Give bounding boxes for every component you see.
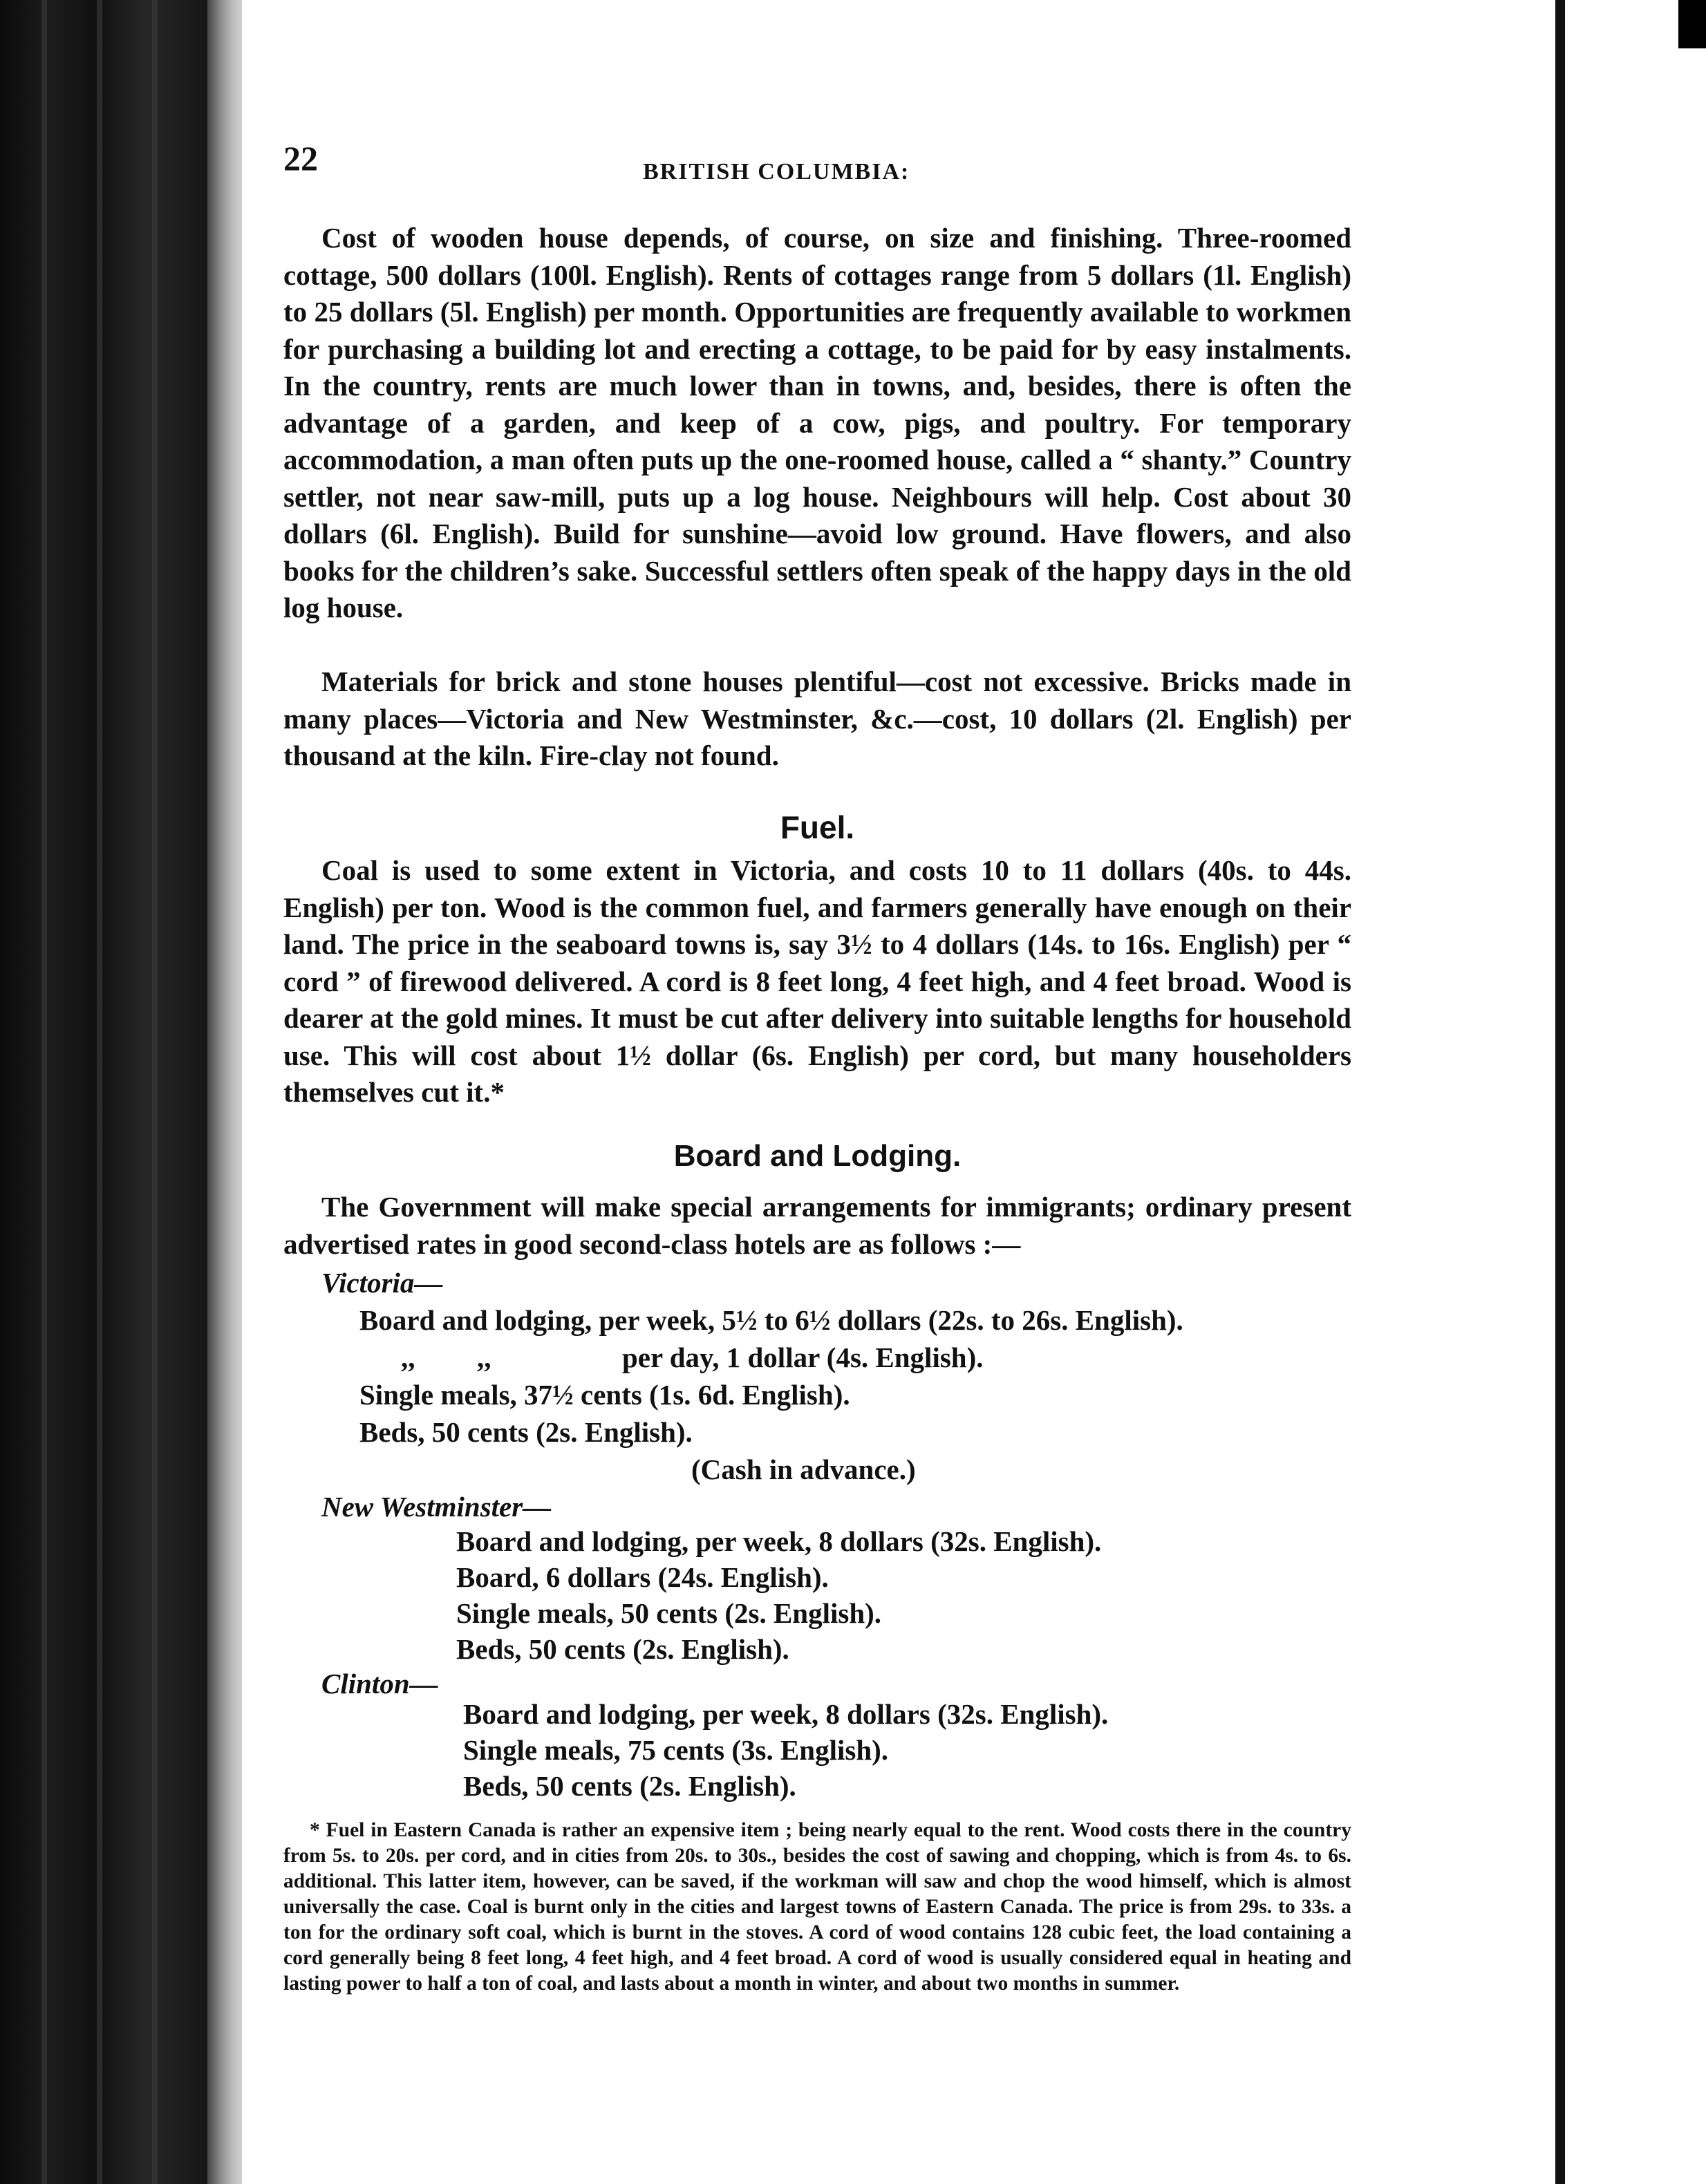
page-number: 22 bbox=[283, 139, 318, 178]
ditto-mark: ,, bbox=[401, 1342, 415, 1373]
paragraph-materials: Materials for brick and stone houses plentiful—cost not excessive. Bricks made in many places—Victoria and New Westminster, &c.—cost, 10 dollars (2l. English) per thousand at the kiln. Fire-clay not found. bbox=[283, 666, 1351, 771]
rate-line: Board and lodging, per week, 8 dollars (32s. English). bbox=[463, 1698, 1109, 1730]
place-heading-new-westminster: New Westminster— bbox=[321, 1491, 552, 1523]
footnote: * Fuel in Eastern Canada is rather an expensive item ; being nearly equal to the rent. Wood costs there in the country from 5s. to 20s. per cord, and in cities from 20s. to 30s., besides the cost of sawing and chopping, which is from 4s. to 6s. additional. This latter item, however, can be saved, if the workman will saw and chop the wood himself, which is almost universally the case. Coal is burnt only in the cities and largest towns of Eastern Canada. The price is from 29s. to 33s. a ton for the ordinary soft coal, which is burnt in the stoves. A cord of wood contains 128 cubic feet, the load containing a cord generally being 8 feet long, 4 feet high, and 4 feet broad. A cord of wood is usually considered equal in heating and lasting power to half a ton of coal, and lasts about a month in winter, and about two months in summer. bbox=[283, 1819, 1351, 1995]
paragraph-board: The Government will make special arrangements for immigrants; ordinary present advertised rates in good second-class hotels are as follows :— bbox=[283, 1191, 1351, 1260]
book-spine bbox=[0, 0, 242, 2184]
rate-line: Beds, 50 cents (2s. English). bbox=[456, 1633, 789, 1665]
rate-line: Single meals, 37½ cents (1s. 6d. English). bbox=[359, 1379, 850, 1411]
paragraph-fuel: Coal is used to some extent in Victoria, and costs 10 to 11 dollars (40s. to 44s. English) per ton. Wood is the common fuel, and farmers generally have enough on their land. The price in the seaboard towns is, say 3½ to 4 dollars (14s. to 16s. English) per “ cord ” of firewood delivered. A cord is 8 feet long, 4 feet high, and 4 feet broad. Wood is dearer at the gold mines. It must be cut after delivery into suitable lengths for household use. This will cost about 1½ dollar (6s. English) per cord, but many householders themselves cut it.* bbox=[283, 854, 1351, 1108]
place-heading-clinton: Clinton— bbox=[321, 1668, 438, 1700]
rate-line: Beds, 50 cents (2s. English). bbox=[463, 1770, 796, 1802]
running-title: BRITISH COLUMBIA: bbox=[643, 159, 910, 185]
rate-line: per day, 1 dollar (4s. English). bbox=[622, 1342, 984, 1373]
spine-ridge bbox=[97, 0, 102, 2184]
rate-line: Single meals, 75 cents (3s. English). bbox=[463, 1734, 889, 1766]
place-heading-victoria: Victoria— bbox=[321, 1267, 443, 1299]
ditto-mark: ,, bbox=[477, 1342, 491, 1373]
rate-line: Beds, 50 cents (2s. English). bbox=[359, 1416, 693, 1448]
corner-shadow bbox=[1678, 0, 1706, 48]
rate-line: Single meals, 50 cents (2s. English). bbox=[456, 1597, 882, 1629]
section-heading-fuel: Fuel. bbox=[780, 809, 855, 845]
spine-ridge bbox=[41, 0, 47, 2184]
spine-ridge bbox=[152, 0, 158, 2184]
facing-page-edge bbox=[1555, 0, 1706, 2184]
paragraph-housing: Cost of wooden house depends, of course, on size and finishing. Three-roomed cottage, 500 dollars (100l. English). Rents of cottages range from 5 dollars (1l. English) to 25 dollars (5l. English) per month. Opportunities are frequently available to workmen for purchasing a building lot and erecting a cottage, to be paid for by easy instalments. In the country, rents are much lower than in towns, and, besides, there is often the advantage of a garden, and keep of a cow, pigs, and poultry. For temporary accommodation, a man often puts up the one-roomed house, called a “ shanty.” Country settler, not near saw-mill, puts up a log house. Neighbours will help. Cost about 30 dollars (6l. English). Build for sunshine—avoid low ground. Have flowers, and also books for the children’s sake. Successful settlers often speak of the happy days in the old log house. bbox=[283, 222, 1351, 623]
rate-line: Board and lodging, per week, 8 dollars (32s. English). bbox=[456, 1525, 1102, 1557]
rate-line: Board and lodging, per week, 5½ to 6½ dollars (22s. to 26s. English). bbox=[359, 1304, 1183, 1336]
rate-note: (Cash in advance.) bbox=[691, 1453, 916, 1485]
section-heading-board: Board and Lodging. bbox=[673, 1139, 962, 1173]
rate-line: Board, 6 dollars (24s. English). bbox=[456, 1561, 829, 1593]
